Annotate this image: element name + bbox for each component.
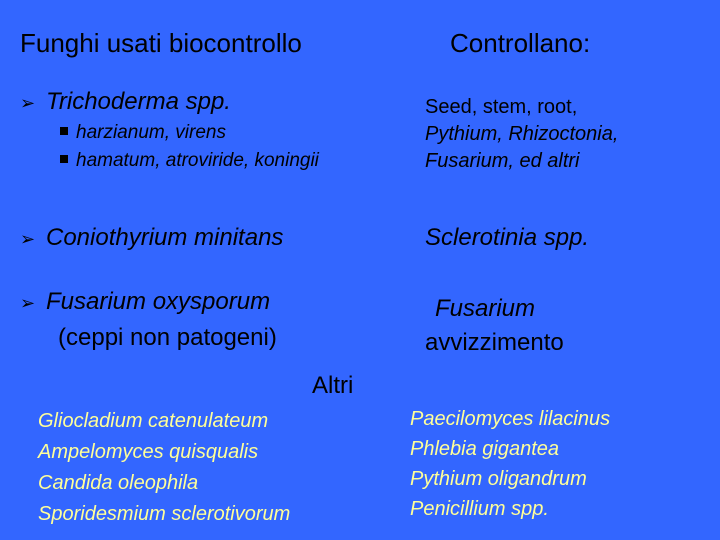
square-bullet-icon xyxy=(60,155,68,163)
item-trichoderma xyxy=(20,88,231,116)
header-left: Funghi usati biocontrollo xyxy=(20,28,302,58)
header-right: Controllano: xyxy=(450,28,591,58)
controls-line: avvizzimento xyxy=(425,329,564,356)
item-coniothyrium xyxy=(20,224,283,252)
item-name: Trichoderma spp. xyxy=(46,88,231,115)
list-item: Ampelomyces quisqualis xyxy=(38,441,259,463)
sub-text: harzianum, virens xyxy=(76,122,226,143)
list-item: Penicillium spp. xyxy=(410,498,549,520)
square-bullet-icon xyxy=(60,127,68,135)
sub-bullet-1 xyxy=(60,122,226,144)
list-item: Pythium oligandrum xyxy=(410,468,587,490)
altri-title: Altri xyxy=(312,372,354,399)
arrow-bullet-icon: ➢ xyxy=(20,93,36,113)
item-note: (ceppi non patogeni) xyxy=(58,324,277,351)
controls-line: Fusarium xyxy=(435,295,536,322)
controls-fusarium xyxy=(425,292,564,360)
list-item: Sporidesmium sclerotivorum xyxy=(38,503,291,525)
item-fusarium xyxy=(20,288,270,316)
controls-line: Pythium, Rhizoctonia, xyxy=(425,123,619,145)
controls-line: Fusarium, ed altri xyxy=(425,150,580,172)
altri-right-list xyxy=(410,404,610,524)
arrow-bullet-icon: ➢ xyxy=(20,293,36,313)
list-item: Gliocladium catenulateum xyxy=(38,410,269,432)
controls-line: Seed, stem, root, xyxy=(425,96,578,118)
arrow-bullet-icon: ➢ xyxy=(20,229,36,249)
sub-bullet-2 xyxy=(60,150,319,172)
sub-text: hamatum, atroviride, koningii xyxy=(76,150,319,171)
item-name: Coniothyrium minitans xyxy=(46,224,284,251)
controls-coniothyrium: Sclerotinia spp. xyxy=(425,224,590,251)
altri-left-list xyxy=(38,406,290,530)
item-name: Fusarium oxysporum xyxy=(46,288,271,315)
list-item: Candida oleophila xyxy=(38,472,199,494)
controls-trichoderma xyxy=(425,94,618,175)
list-item: Phlebia gigantea xyxy=(410,438,560,460)
list-item: Paecilomyces lilacinus xyxy=(410,408,611,430)
